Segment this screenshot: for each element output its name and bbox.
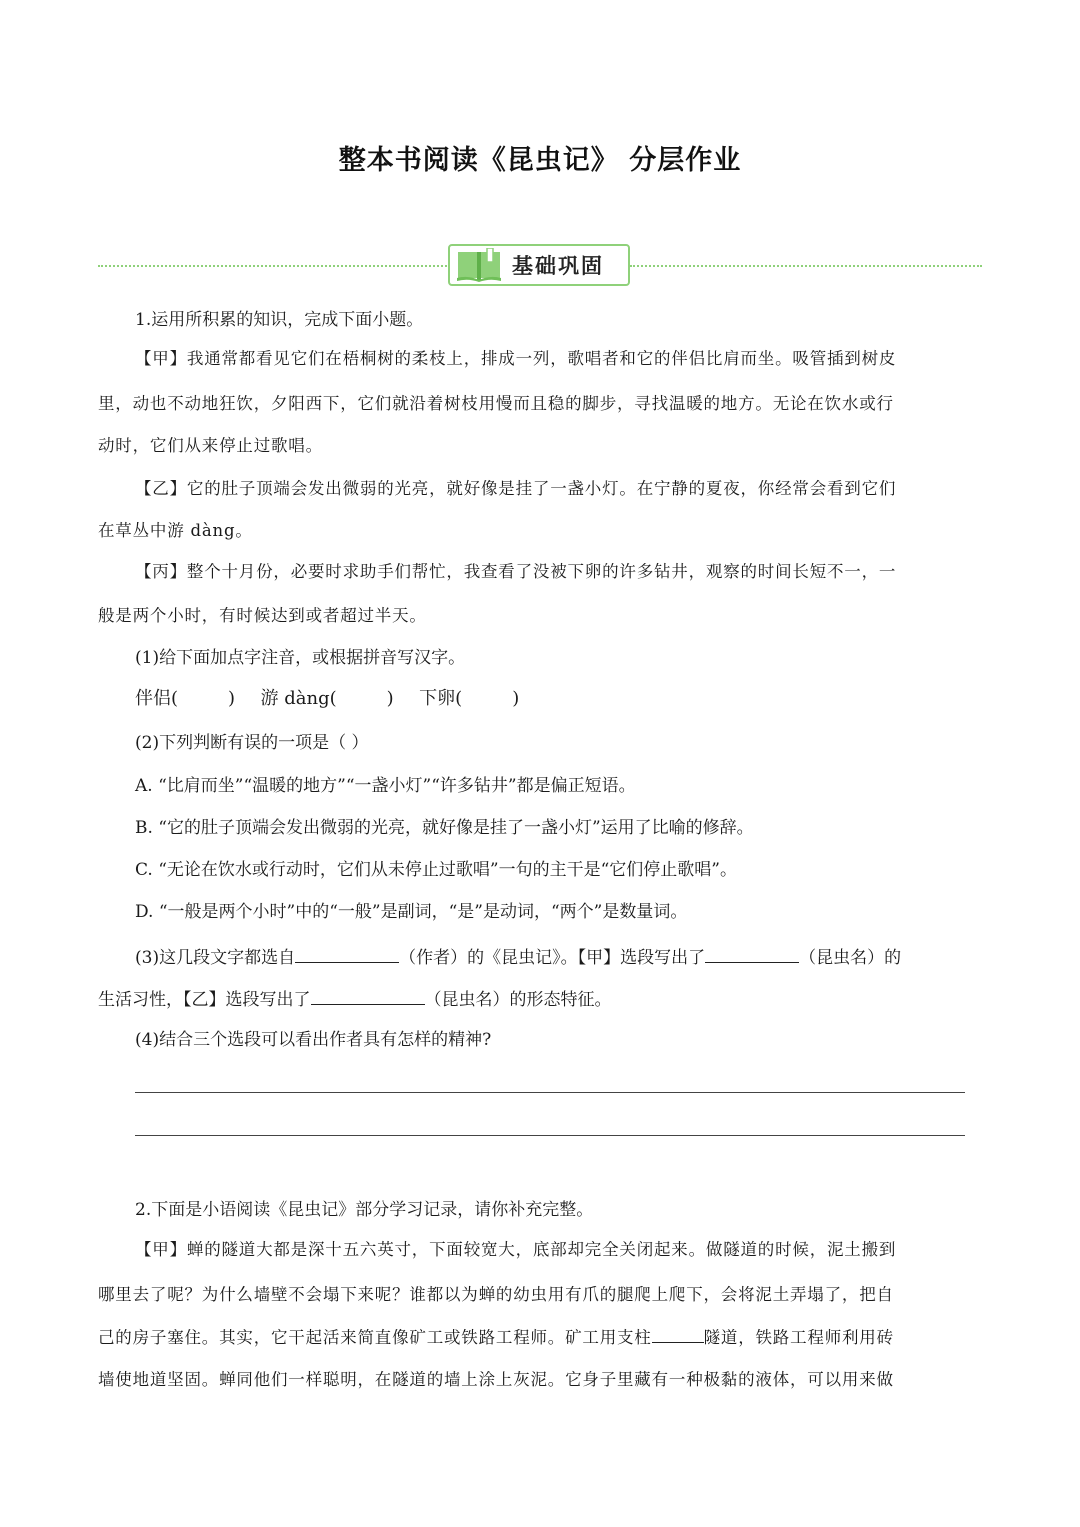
sub3-text-5: （昆虫名）的形态特征。: [424, 990, 612, 1010]
q2-jia-line-4: 墙使地道坚固。蝉同他们一样聪明，在隧道的墙上涂上灰泥。它身子里藏有一种极黏的液体，可以用来做: [98, 1370, 894, 1389]
q1-yi-line-2: 在草丛中游 dàng。: [98, 521, 253, 540]
q1-bing-line-2: 般是两个小时，有时候达到或者超过半天。: [98, 606, 427, 625]
insect-blank-jia[interactable]: [705, 947, 799, 963]
section-label: 基础巩固: [512, 254, 604, 278]
q2-prompt: 2.下面是小语阅读《昆虫记》部分学习记录，请你补充完整。: [135, 1200, 594, 1220]
section-divider-right: [630, 265, 982, 267]
q1-prompt: 1.运用所积累的知识，完成下面小题。: [135, 310, 424, 330]
q1-sub2-option-b[interactable]: B. “它的肚子顶端会发出微弱的光亮，就好像是挂了一盏小灯”运用了比喻的修辞。: [135, 818, 754, 838]
sub3-text-2: （作者）的《昆虫记》。【甲】选段写出了: [399, 948, 706, 968]
sub1-item-egg: 下卵(: [419, 688, 463, 709]
q1-sub2-option-c[interactable]: C. “无论在饮水或行动时，它们从未停止过歌唱”一句的主干是“它们停止歌唱”。: [135, 860, 737, 880]
sub1-item-partner: 伴侣(: [135, 688, 179, 709]
q1-sub4-prompt: (4)结合三个选段可以看出作者具有怎样的精神?: [135, 1030, 492, 1050]
q1-jia-line-3: 动时，它们从来停止过歌唱。: [98, 436, 323, 455]
insect-blank-yi[interactable]: [311, 989, 425, 1005]
sub3-text-3: （昆虫名）的: [799, 948, 902, 968]
q2-jia-line-3b: 隧道，铁路工程师利用砖: [703, 1328, 894, 1347]
q1-sub1-prompt: (1)给下面加点字注音，或根据拼音写汉字。: [135, 648, 466, 668]
q1-yi-line-1: 【乙】它的肚子顶端会发出微弱的光亮，就好像是挂了一盏小灯。在宁静的夏夜，你经常会看到它们: [135, 479, 897, 498]
q1-sub2-option-d[interactable]: D. “一般是两个小时”中的“一般”是副词，“是”是动词，“两个”是数量词。: [135, 902, 688, 922]
q1-sub2-option-a[interactable]: A. “比肩而坐”“温暖的地方”“一盏小灯”“许多钻井”都是偏正短语。: [135, 776, 636, 796]
q1-jia-line-2: 里，动也不动地狂饮，夕阳西下，它们就沿着树枝用慢而且稳的脚步，寻找温暖的地方。无论在饮水或行: [98, 394, 894, 413]
q1-sub3-line-1: [135, 947, 901, 967]
q2-jia-line-3: [98, 1327, 894, 1347]
close-paren: ): [228, 688, 236, 709]
q1-sub1-items: [135, 690, 519, 708]
answer-line-1[interactable]: [135, 1092, 965, 1093]
section-header: [448, 244, 630, 286]
author-blank[interactable]: [295, 947, 399, 963]
q2-jia-line-1: 【甲】蝉的隧道大都是深十五六英寸，下面较宽大，底部却完全关闭起来。做隧道的时候，泥土搬到: [135, 1240, 897, 1259]
close-paren: ): [386, 688, 394, 709]
q1-sub3-line-2: [98, 989, 612, 1009]
q1-jia-line-1: 【甲】我通常都看见它们在梧桐树的柔枝上，排成一列，歌唱者和它的伴侣比肩而坐。吸管插到树皮: [135, 349, 897, 368]
q1-bing-line-1: 【丙】整个十月份，必要时求助手们帮忙，我查看了没被下卵的许多钻井，观察的时间长短不一，一: [135, 562, 897, 581]
support-blank[interactable]: [652, 1327, 704, 1343]
sub1-item-dang: 游 dàng(: [260, 688, 337, 709]
sub3-text-4: 生活习性，【乙】选段写出了: [98, 990, 311, 1010]
close-paren: ): [512, 688, 520, 709]
sub3-text-1: (3)这几段文字都选自: [135, 948, 296, 968]
q1-sub2-prompt: (2)下列判断有误的一项是（ ）: [135, 733, 369, 753]
q2-jia-line-2: 哪里去了呢？为什么墙壁不会塌下来呢？谁都以为蝉的幼虫用有爪的腿爬上爬下，会将泥土弄塌了，把自: [98, 1285, 894, 1304]
page-title: 整本书阅读《昆虫记》 分层作业: [338, 145, 742, 176]
answer-line-2[interactable]: [135, 1135, 965, 1136]
section-divider-left: [98, 265, 450, 267]
book-icon: [456, 248, 502, 282]
q2-jia-line-3a: 己的房子塞住。其实，它干起活来简直像矿工或铁路工程师。矿工用支柱: [98, 1328, 652, 1347]
